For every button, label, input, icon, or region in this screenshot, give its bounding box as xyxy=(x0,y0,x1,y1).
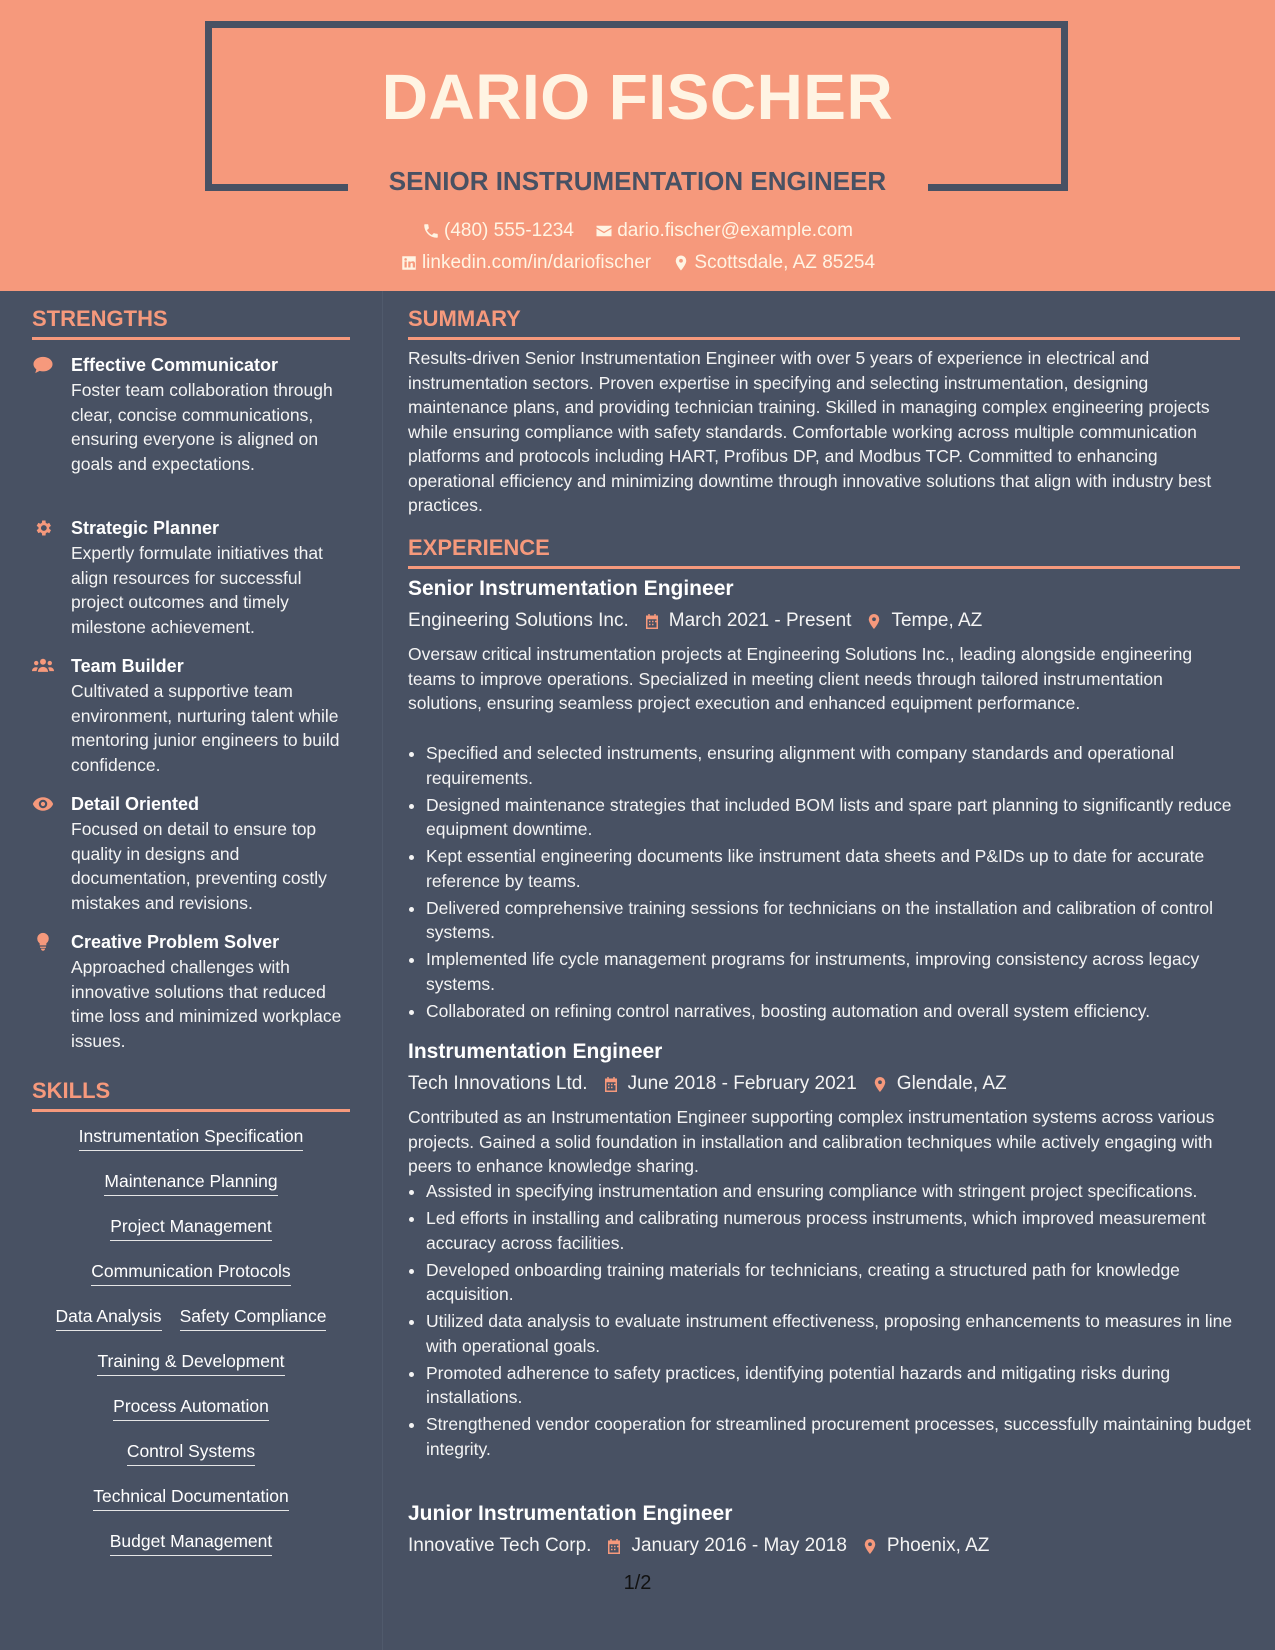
candidate-title: SENIOR INSTRUMENTATION ENGINEER xyxy=(388,166,887,196)
job-meta xyxy=(408,1071,1007,1097)
job-company: Engineering Solutions Inc. xyxy=(408,610,629,631)
skill-row xyxy=(32,1124,350,1169)
map-pin-icon xyxy=(865,612,883,631)
email-text: dario.fischer@example.com xyxy=(617,220,853,241)
skill-tag: Data Analysis xyxy=(56,1304,162,1331)
job-dates: March 2021 - Present xyxy=(668,610,852,631)
skill-tag: Technical Documentation xyxy=(93,1484,289,1511)
job-bullets xyxy=(408,741,1258,1026)
strength-title: Strategic Planner xyxy=(71,518,220,538)
job-bullet: • Designed maintenance strategies that included BOM lists and spare part planning to significantly reduce equipment downtime. xyxy=(426,793,1258,842)
strength-title: Detail Oriented xyxy=(71,794,200,814)
job-meta xyxy=(408,608,982,634)
skills-list xyxy=(32,1124,350,1574)
experience-rule xyxy=(408,566,1240,569)
job-bullet: • Strengthened vendor cooperation for streamlined procurement processes, successfully maintaining budget integrity. xyxy=(426,1412,1258,1461)
job-bullets xyxy=(408,1179,1258,1464)
strength-title: Creative Problem Solver xyxy=(71,932,280,952)
header-frame-top xyxy=(205,21,1068,28)
eye-icon xyxy=(32,794,56,816)
skill-row xyxy=(32,1349,350,1394)
linkedin-text: linkedin.com/in/dariofischer xyxy=(421,252,652,273)
job-bullet: • Kept essential engineering documents like instrument data sheets and P&IDs up to date for accurate reference by teams. xyxy=(426,844,1258,893)
job-title: Senior Instrumentation Engineer xyxy=(408,577,734,600)
strength-title: Team Builder xyxy=(71,656,184,676)
summary-text: Results-driven Senior Instrumentation Engineer with over 5 years of experience in electrical and instrumentation sectors. Proven expertise in specifying and selecting instrumentation, designing maintenance plans, and providing technician training. Skilled in managing complex engineering projects while ensuring compliance with safety standards. Comfortable working across multiple communication platforms and protocols including HART, Profibus DP, and Modbus TCP. Committed to enhancing operational efficiency and minimizing downtime through innovative solutions that align with industry best practices. xyxy=(408,348,1212,515)
skill-row xyxy=(32,1439,350,1484)
job-title: Instrumentation Engineer xyxy=(408,1040,663,1063)
candidate-name: DARIO FISCHER xyxy=(381,61,894,133)
location-text: Scottsdale, AZ 85254 xyxy=(694,252,876,273)
phone-icon xyxy=(422,222,440,240)
job-bullet: • Implemented life cycle management programs for instruments, improving consistency across legacy systems. xyxy=(426,947,1258,996)
skill-tag: Training & Development xyxy=(97,1349,284,1376)
job-dates: June 2018 - February 2021 xyxy=(627,1073,857,1094)
skill-row xyxy=(32,1394,350,1439)
job-bullet: • Led efforts in installing and calibrating numerous process instruments, which improved measurement accuracy across facilities. xyxy=(426,1206,1258,1255)
lightbulb-icon xyxy=(32,932,56,954)
strengths-rule xyxy=(32,337,350,340)
experience-heading: EXPERIENCE xyxy=(408,535,550,560)
calendar-icon xyxy=(643,612,661,631)
calendar-icon xyxy=(605,1537,623,1556)
skill-tag: Process Automation xyxy=(113,1394,269,1421)
summary-heading: SUMMARY xyxy=(408,306,521,331)
skill-tag: Maintenance Planning xyxy=(104,1169,277,1196)
contact-phone[interactable] xyxy=(422,220,574,242)
job-bullet: • Specified and selected instruments, ensuring alignment with company standards and operational requirements. xyxy=(426,741,1258,790)
skill-row xyxy=(32,1259,350,1304)
contact-line-1 xyxy=(0,220,1275,246)
job-location: Glendale, AZ xyxy=(896,1073,1007,1094)
job-bullet: • Utilized data analysis to evaluate instrument effectiveness, proposing enhancements to measures in line with operational goals. xyxy=(426,1309,1258,1358)
job-title: Junior Instrumentation Engineer xyxy=(408,1502,733,1525)
job-location: Tempe, AZ xyxy=(891,610,983,631)
strength-title: Effective Communicator xyxy=(71,355,279,375)
job-dates: January 2016 - May 2018 xyxy=(631,1535,847,1556)
contact-line-2 xyxy=(0,252,1275,278)
job-description: Contributed as an Instrumentation Engineer supporting complex instrumentation systems across various projects. Gained a solid foundation in installation and calibration techniques while actively engaging with peers to enhance knowledge sharing. xyxy=(408,1107,1215,1176)
strength-text: Expertly formulate initiatives that align resources for successful project outcomes and timely milestone achievement. xyxy=(71,543,323,637)
contact-email[interactable] xyxy=(595,220,853,242)
linkedin-icon xyxy=(400,254,418,272)
column-divider xyxy=(382,291,383,1650)
job-bullet: • Developed onboarding training materials for technicians, creating a structured path for knowledge acquisition. xyxy=(426,1258,1258,1307)
skill-row xyxy=(32,1529,350,1574)
job-bullet: • Delivered comprehensive training sessions for technicians on the installation and calibration of control systems. xyxy=(426,896,1258,945)
skill-row xyxy=(32,1169,350,1214)
skill-tag: Communication Protocols xyxy=(91,1259,290,1286)
strength-text: Focused on detail to ensure top quality in designs and documentation, preventing costly mistakes and revisions. xyxy=(71,819,327,913)
job-bullet: • Assisted in specifying instrumentation and ensuring compliance with stringent project specifications. xyxy=(426,1179,1258,1204)
envelope-icon xyxy=(595,222,613,240)
page-number: 1/2 xyxy=(623,1572,652,1594)
job-location: Phoenix, AZ xyxy=(886,1535,990,1556)
strength-text: Cultivated a supportive team environment, nurturing talent while mentoring junior engineers to build confidence. xyxy=(71,681,340,775)
job-company: Innovative Tech Corp. xyxy=(408,1535,592,1556)
job-bullet: • Collaborated on refining control narratives, boosting automation and overall system efficiency. xyxy=(426,999,1258,1024)
job-description: Oversaw critical instrumentation projects at Engineering Solutions Inc., leading alongside engineering teams to improve operations. Specialized in meeting client needs through tailored instrumentation solutions, ensuring seamless project execution and enhanced equipment performance. xyxy=(408,644,1193,713)
strengths-heading: STRENGTHS xyxy=(32,306,168,331)
skills-rule xyxy=(32,1109,350,1112)
skill-tag: Control Systems xyxy=(127,1439,255,1466)
job-company: Tech Innovations Ltd. xyxy=(408,1073,588,1094)
map-pin-icon xyxy=(672,254,690,272)
users-icon xyxy=(32,656,56,678)
job-bullet: • Promoted adherence to safety practices, identifying potential hazards and mitigating risks during installations. xyxy=(426,1361,1258,1410)
skills-heading: SKILLS xyxy=(32,1078,111,1103)
skill-tag: Safety Compliance xyxy=(180,1304,327,1331)
contact-linkedin[interactable] xyxy=(400,252,651,274)
header-banner xyxy=(0,0,1275,291)
summary-rule xyxy=(408,337,1240,340)
map-pin-icon xyxy=(871,1075,889,1094)
map-pin-icon xyxy=(861,1537,879,1556)
calendar-icon xyxy=(602,1075,620,1094)
contact-location xyxy=(672,252,875,274)
gear-icon xyxy=(32,518,56,540)
strength-text: Foster team collaboration through clear, concise communications, ensuring everyone is aligned on goals and expectations. xyxy=(71,380,333,474)
skill-row xyxy=(32,1214,350,1259)
skill-tag: Budget Management xyxy=(110,1529,272,1556)
skill-tag: Project Management xyxy=(110,1214,271,1241)
skill-tag: Instrumentation Specification xyxy=(79,1124,304,1151)
phone-text: (480) 555-1234 xyxy=(444,220,574,241)
skill-row xyxy=(32,1304,350,1349)
strength-text: Approached challenges with innovative solutions that reduced time loss and minimized workplace issues. xyxy=(71,957,342,1051)
job-meta xyxy=(408,1533,989,1559)
speech-bubble-icon xyxy=(32,355,56,377)
skill-row xyxy=(32,1484,350,1529)
